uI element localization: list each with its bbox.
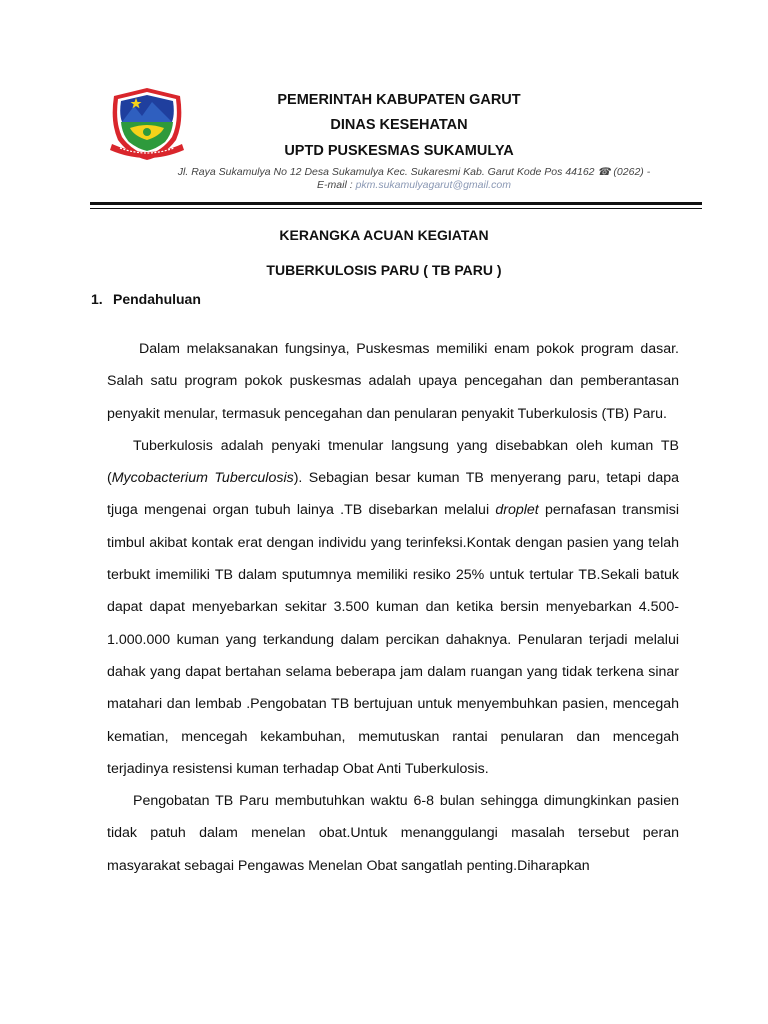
agency-name-line1: PEMERINTAH KABUPATEN GARUT — [277, 92, 521, 108]
paragraph-2-part-b: ). Sebagian besar kuman TB menyerang paru, tetapi dapa tjuga mengenai organ tubuh lainya .TB disebarkan melalui — [107, 470, 679, 519]
droplet-term: droplet — [495, 502, 539, 519]
section-number: 1. — [91, 291, 103, 307]
address-line: Jl. Raya Sukamulya No 12 Desa Sukamulya Kec. Sukaresmi Kab. Garut Kode Pos 44162 ☎ (0262) - — [177, 166, 651, 178]
paragraph-2-part-c: pernafasan transmisi timbul akibat kontak erat dengan individu yang terinfeksi.Kontak dengan pasien yang telah terbukt imemiliki TB dalam sputumnya memiliki resiko 25% untuk tertular TB.Sekali batuk dapat dapat menyebarkan sekitar 3.500 kuman dan ketika bersin menyebarkan 4.500-1.000.000 kuman yang terkandung dalam percikan dahaknya. Penularan terjadi melalui dahak yang dapat bertahan selama beberapa jam dalam ruangan yang tidak terkena sinar matahari dan lembab .Pengobatan TB bertujuan untuk menyembuhkan pasien, mencegah kematian, mencegah kekambuhan, memutuskan rantai penularan dan mencegah terjadinya resistensi kuman terhadap Obat Anti Tuberkulosis. — [107, 502, 679, 777]
paragraph-1: Dalam melaksanakan fungsinya, Puskesmas memiliki enam pokok program dasar. Salah satu program pokok puskesmas adalah upaya pencegahan dan pemberantasan penyakit menular, termasuk pencegahan dan penularan penyakit Tuberkulosis (TB) Paru. — [107, 341, 679, 422]
document-title: KERANGKA ACUAN KEGIATAN — [279, 227, 489, 243]
section-heading — [91, 291, 201, 307]
letterhead-divider-thick — [90, 202, 702, 205]
paragraph-2 — [107, 430, 679, 785]
paragraph-2-part-a: Tuberkulosis adalah penyaki tmenular langsung yang disebabkan oleh kuman TB ( — [107, 437, 679, 487]
document-subtitle: TUBERKULOSIS PARU ( TB PARU ) — [266, 262, 502, 278]
letterhead-divider-thin — [90, 208, 702, 209]
paragraph-3: Pengobatan TB Paru membutuhkan waktu 6-8 bulan sehingga dimungkinkan pasien tidak patuh dalam menelan obat.Untuk menanggulangi masalah tersebut peran masyarakat sebagai Pengawas Menelan Obat sangatlah penting.Diharapkan — [107, 793, 679, 874]
agency-address — [108, 166, 720, 192]
body-text — [107, 333, 679, 882]
email-label: E-mail : — [317, 179, 356, 191]
section-title: Pendahuluan — [113, 291, 201, 307]
agency-name-line2: DINAS KESEHATAN — [330, 117, 468, 133]
species-name: Mycobacterium Tuberculosis — [111, 470, 294, 487]
email-line — [108, 179, 720, 192]
agency-name-line3: UPTD PUSKESMAS SUKAMULYA — [284, 143, 514, 159]
email-link[interactable]: pkm.sukamulyagarut@gmail.com — [355, 179, 511, 191]
